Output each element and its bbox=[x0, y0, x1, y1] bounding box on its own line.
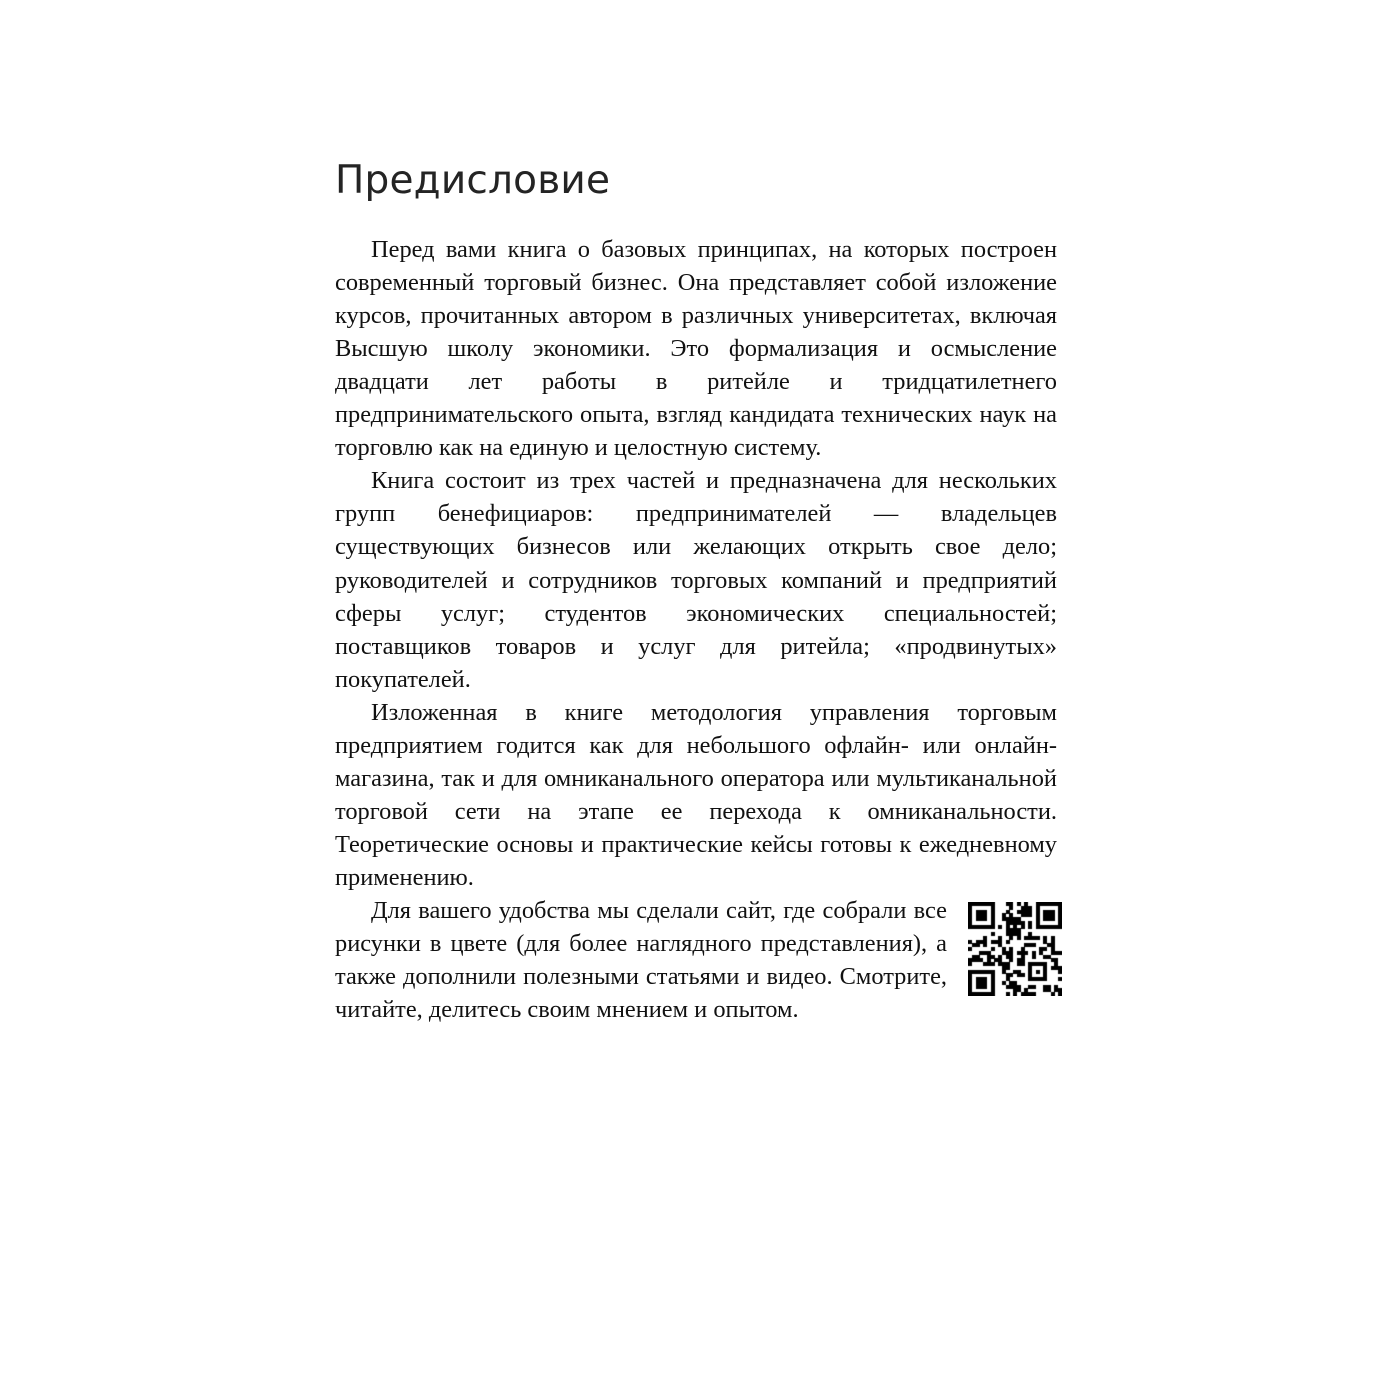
paragraph-2: Книга состоит из трех частей и предназначена для нескольких групп бенефициаров: предпринимателей — владельцев существующих бизнесов или желающих открыть свое дело; руководителей и сотрудников торговых компаний и предприятий сферы услуг; студентов экономических специальностей; поставщиков товаров и услуг для ритейла; «продвинутых» покупателей. bbox=[335, 467, 1057, 693]
paragraph-3: Изложенная в книге методология управления торговым предприятием годится как для небольшого офлайн- или онлайн-магазина, так и для омниканального оператора или мультиканальной торговой сети на этапе ее перехода к омниканальности. Теоретические основы и практические кейсы готовы к ежедневному применению. bbox=[335, 698, 1057, 892]
text-column bbox=[335, 160, 1057, 1034]
qr-code-wrapper bbox=[963, 894, 1057, 988]
paragraph-1: Перед вами книга о базовых принципах, на которых построен современный торговый бизнес. Она представляет собой изложение курсов, прочитанных автором в различных университетах, включая Высшую школу экономики. Это формализация и осмысление двадцати лет работы в ритейле и тридцатилетнего предпринимательского опыта, взгляд кандидата технических наук на торговлю как на единую и целостную систему. bbox=[335, 235, 1057, 462]
paragraph-4: Для вашего удобства мы сделали сайт, где собрали все рисунки в цвете (для более наглядного представления), а также дополнили полезными статьями и видео. Смотрите, читайте, делитесь своим мнением и опытом. bbox=[335, 897, 947, 1024]
page-title: Предисловие bbox=[335, 158, 611, 203]
qr-code-icon[interactable] bbox=[968, 902, 1062, 996]
final-block bbox=[335, 894, 1057, 1034]
body-text bbox=[335, 233, 1057, 1034]
